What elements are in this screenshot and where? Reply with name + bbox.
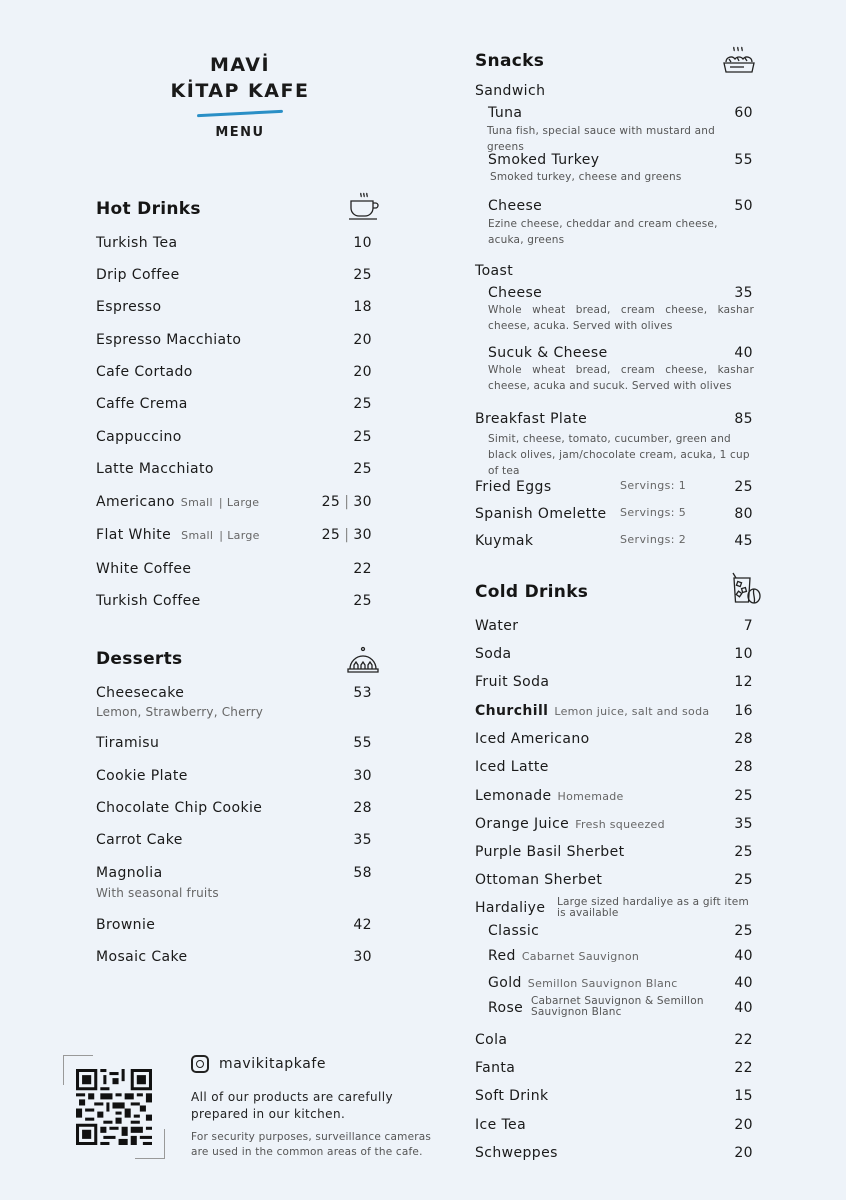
section-title-hot-drinks: Hot Drinks [96,199,201,219]
brand-name-line2: KİTAP KAFE [170,80,310,102]
menu-item-fanta: Fanta 22 [475,1060,753,1076]
menu-item-tuna: Tuna 60 [488,105,753,121]
menu-item-sucuk-cheese: Sucuk & Cheese 40 [488,345,753,361]
menu-item-cappuccino: Cappuccino 25 [96,429,372,445]
item-description: Smoked turkey, cheese and greens [490,171,682,183]
item-description: With seasonal fruits [96,886,219,900]
menu-item-cola: Cola 22 [475,1032,753,1048]
menu-item-white-coffee: White Coffee 22 [96,561,372,577]
menu-item-hardaliye-red: Red Cabarnet Sauvignon 40 [488,948,753,964]
menu-item-caffe-crema: Caffe Crema 25 [96,396,372,412]
menu-item-cookie-plate: Cookie Plate 30 [96,768,372,784]
menu-item-churchill: Churchill Lemon juice, salt and soda 16 [475,703,753,719]
menu-item-water: Water 7 [475,618,753,634]
coffee-cup-icon [346,190,380,224]
menu-item-toast-cheese: Cheese 35 [488,285,753,301]
qr-code-frame [63,1055,165,1159]
security-note: For security purposes, surveillance cameras are used in the common areas of the cafe. [191,1131,432,1158]
menu-item-hardaliye-classic: Classic 25 [488,923,753,939]
menu-item-flat-white: Flat White Small | Large 25 | 30 [96,527,372,543]
menu-item-soda: Soda 10 [475,646,753,662]
menu-item-breakfast-plate: Breakfast Plate 85 [475,411,753,427]
kitchen-note: All of our products are carefully prepared in our kitchen. [191,1090,394,1121]
menu-item-schweppes: Schweppes 20 [475,1145,753,1161]
iced-drink-icon [730,572,764,606]
menu-item-lemonade: Lemonade Homemade 25 [475,788,753,804]
menu-item-kuymak: Kuymak Servings: 2 45 [475,533,753,549]
instagram-icon [191,1055,209,1073]
brand-header [150,52,330,140]
instagram-handle[interactable]: mavikitapkafe [191,1055,451,1073]
menu-item-mosaic-cake: Mosaic Cake 30 [96,949,372,965]
menu-item-latte-macchiato: Latte Macchiato 25 [96,461,372,477]
menu-item-fruit-soda: Fruit Soda 12 [475,674,753,690]
menu-item-espresso-macchiato: Espresso Macchiato 20 [96,332,372,348]
menu-item-carrot-cake: Carrot Cake 35 [96,832,372,848]
size-small-label: Small [181,529,214,542]
size-small-label: Small [180,496,213,509]
section-title-cold-drinks: Cold Drinks [475,582,589,602]
menu-item-sandwich-cheese: Cheese 50 [488,198,753,214]
hardaliye-note: Large sized hardaliye as a gift item is available [557,896,749,919]
item-description: Tuna fish, special sauce with mustard and greens [487,125,716,153]
menu-item-spanish-omelette: Spanish Omelette Servings: 5 80 [475,506,753,522]
item-description: Ezine cheese, cheddar and cream cheese, acuka, greens [488,218,718,246]
price-large: 30 [353,527,372,543]
section-title-snacks: Snacks [475,51,545,71]
footer-info [191,1055,451,1160]
menu-item-americano: Americano Small | Large 25 | 30 [96,494,372,510]
menu-item-iced-latte: Iced Latte 28 [475,759,753,775]
servings-label: Servings: 5 [620,506,687,519]
menu-item-brownie: Brownie 42 [96,917,372,933]
menu-item-hardaliye-gold: Gold Semillon Sauvignon Blanc 40 [488,975,753,991]
size-large-label: Large [226,496,260,509]
size-large-label: Large [227,529,260,542]
menu-item-ice-tea: Ice Tea 20 [475,1117,753,1133]
menu-item-smoked-turkey: Smoked Turkey 55 [488,152,753,168]
item-description: Whole wheat bread, cream cheese, kashar cheese, acuka and sucuk. Served with olives [488,364,754,392]
item-description: Simit, cheese, tomato, cucumber, green and black olives, jam/chocolate cream, acuka, 1 cup of tea [488,433,750,477]
menu-item-cafe-cortado: Cafe Cortado 20 [96,364,372,380]
menu-item-iced-americano: Iced Americano 28 [475,731,753,747]
servings-label: Servings: 1 [620,479,687,492]
menu-item-hardaliye: Hardaliye [475,900,546,916]
menu-item-turkish-tea: Turkish Tea 10 [96,235,372,251]
menu-item-purple-basil-sherbet: Purple Basil Sherbet 25 [475,844,753,860]
menu-subtitle: MENU [215,125,265,140]
bread-basket-icon [722,44,756,78]
subsection-sandwich: Sandwich [475,83,546,99]
menu-item-tiramisu: Tiramisu 55 [96,735,372,751]
cake-dome-icon [346,644,380,678]
menu-item-fried-eggs: Fried Eggs Servings: 1 25 [475,479,753,495]
qr-code-icon[interactable] [76,1069,152,1145]
menu-item-espresso: Espresso 18 [96,299,372,315]
menu-item-ottoman-sherbet: Ottoman Sherbet 25 [475,872,753,888]
brand-accent-rule [197,110,283,117]
menu-item-chocolate-chip-cookie: Chocolate Chip Cookie 28 [96,800,372,816]
menu-item-soft-drink: Soft Drink 15 [475,1088,753,1104]
menu-item-drip-coffee: Drip Coffee 25 [96,267,372,283]
menu-item-turkish-coffee: Turkish Coffee 25 [96,593,372,609]
menu-item-cheesecake: Cheesecake 53 [96,685,372,701]
servings-label: Servings: 2 [620,533,687,546]
brand-name-line1: MAVİ [209,54,271,76]
item-description: Lemon, Strawberry, Cherry [96,705,264,719]
item-description: Whole wheat bread, cream cheese, kashar cheese, acuka. Served with olives [488,304,754,332]
price-large: 30 [353,494,372,510]
menu-item-hardaliye-rose: Rose 40 [488,1000,753,1016]
menu-item-orange-juice: Orange Juice Fresh squeezed 35 [475,816,753,832]
price-small: 25 [321,494,341,510]
price-small: 25 [321,527,341,543]
hardaliye-rose-note: Cabarnet Sauvignon & Semillon Sauvignon Blanc [531,995,704,1018]
section-title-desserts: Desserts [96,649,183,669]
subsection-toast: Toast [475,263,514,279]
menu-item-magnolia: Magnolia 58 [96,865,372,881]
